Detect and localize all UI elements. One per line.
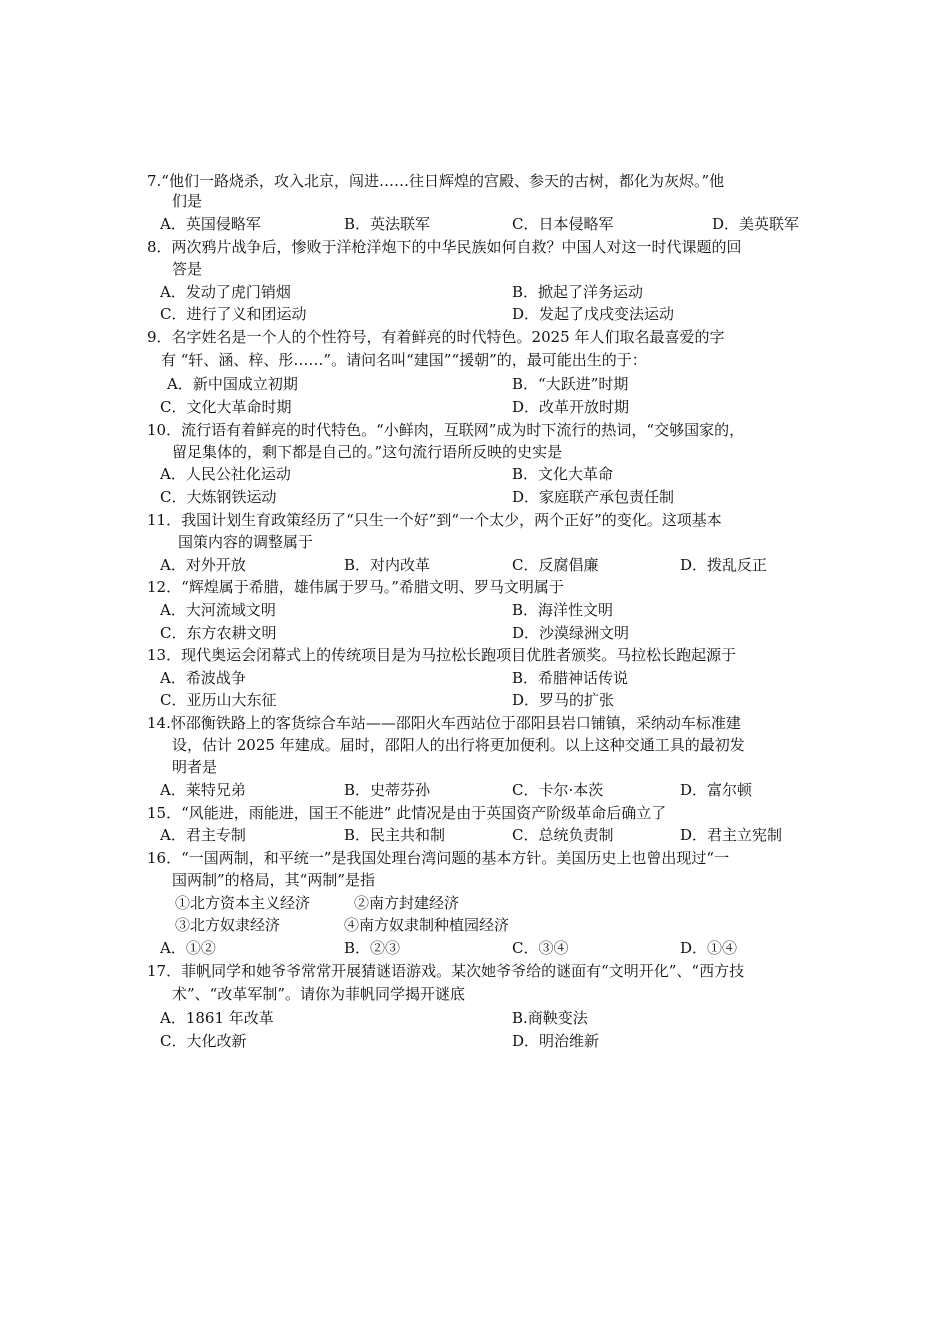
question-13-option-d: D．罗马的扩张: [512, 691, 615, 709]
question-15-option-a: A．君主专制: [160, 826, 246, 844]
question-13-option-c: C．亚历山大东征: [160, 691, 277, 709]
question-16-option-a: A．①②: [160, 939, 216, 957]
question-10-stem-cont: 留足集体的，剩下都是自己的。”这句流行语所反映的史实是: [172, 443, 563, 461]
question-11-option-b: B．对内改革: [344, 556, 431, 574]
question-17-stem-cont: 术”、“改革军制”。请你为菲帆同学揭开谜底: [172, 985, 466, 1003]
question-7-option-a: A．英国侵略军: [160, 215, 261, 233]
question-17-option-a: A．1861 年改革: [160, 1009, 274, 1027]
question-8-option-b: B．掀起了洋务运动: [512, 283, 644, 301]
question-11-option-a: A．对外开放: [160, 556, 246, 574]
question-16-stem: 16．“一国两制，和平统一”是我国处理台湾问题的基本方针。美国历史上也曾出现过“一: [147, 849, 730, 867]
question-14-option-c: C．卡尔·本茨: [512, 781, 604, 799]
question-12-option-c: C．东方农耕文明: [160, 624, 277, 642]
question-12-option-b: B．海洋性文明: [512, 601, 614, 619]
question-11-option-d: D．拨乱反正: [680, 556, 768, 574]
question-10-option-b: B．文化大革命: [512, 465, 614, 483]
question-15-stem: 15．“风能进，雨能进，国王不能进” 此情况是由于英国资产阶级革命后确立了: [147, 804, 667, 822]
question-16-stem-cont: 国两制”的格局，其“两制”是指: [172, 871, 376, 889]
question-17-option-b: B.商鞅变法: [512, 1009, 588, 1027]
question-9-stem-cont: 有 “轩、涵、梓、彤……”。请问名叫“建国”“援朝”的，最可能出生的于：: [161, 351, 647, 369]
question-7-option-d: D．美英联军: [712, 215, 800, 233]
question-11-option-c: C．反腐倡廉: [512, 556, 599, 574]
question-16-option-c: C．③④: [512, 939, 569, 957]
question-8-stem: 8．两次鸦片战争后，惨败于洋枪洋炮下的中华民族如何自救？中国人对这一时代课题的回: [147, 238, 742, 256]
question-17-stem: 17．菲帆同学和她爷爷常常开展猜谜语游戏。某次她爷爷给的谜面有“文明开化”、“西方技: [147, 962, 745, 980]
question-12-option-a: A．大河流域文明: [160, 601, 276, 619]
question-8-stem-cont: 答是: [172, 260, 203, 278]
question-9-option-d: D．改革开放时期: [512, 398, 630, 416]
question-13-option-b: B．希腊神话传说: [512, 669, 629, 687]
question-9-option-a: A．新中国成立初期: [167, 375, 298, 393]
question-16-item-1: ①北方资本主义经济: [175, 894, 311, 912]
question-16-option-d: D．①④: [680, 939, 738, 957]
question-17-option-c: C．大化改新: [160, 1032, 247, 1050]
question-7-option-b: B．英法联军: [344, 215, 431, 233]
question-15-option-b: B．民主共和制: [344, 826, 446, 844]
question-14-option-d: D．富尔顿: [680, 781, 753, 799]
question-9-option-c: C．文化大革命时期: [160, 398, 292, 416]
question-16-option-b: B．②③: [344, 939, 401, 957]
question-10-option-d: D．家庭联产承包责任制: [512, 488, 675, 506]
question-12-stem: 12．“辉煌属于希腊，雄伟属于罗马。”希腊文明、罗马文明属于: [147, 578, 564, 596]
question-8-option-d: D．发起了戊戌变法运动: [512, 305, 675, 323]
question-14-stem-cont2: 明者是: [172, 758, 218, 776]
question-7-stem: 7.“他们一路烧杀，攻入北京，闯进……往日辉煌的宫殿、参天的古树，都化为灰烬。”他: [147, 172, 725, 190]
question-7-option-c: C．日本侵略军: [512, 215, 614, 233]
question-14-stem-cont: 设，估计 2025 年建成。届时，邵阳人的出行将更加便利。以上这种交通工具的最初发: [172, 736, 745, 754]
question-11-stem-cont: 国策内容的调整属于: [178, 533, 314, 551]
question-15-option-d: D．君主立宪制: [680, 826, 783, 844]
question-10-option-c: C．大炼钢铁运动: [160, 488, 277, 506]
question-8-option-a: A．发动了虎门销烟: [160, 283, 291, 301]
question-7-stem-cont: 们是: [172, 192, 203, 210]
question-14-stem: 14.怀邵衡铁路上的客货综合车站——邵阳火车西站位于邵阳县岩口铺镇，采纳动车标准建: [147, 714, 741, 732]
question-17-option-d: D．明治维新: [512, 1032, 600, 1050]
question-13-option-a: A．希波战争: [160, 669, 246, 687]
question-16-item-2: ②南方封建经济: [354, 894, 460, 912]
question-13-stem: 13．现代奥运会闭幕式上的传统项目是为马拉松长跑项目优胜者颁奖。马拉松长跑起源于: [147, 646, 737, 664]
question-16-item-3: ③北方奴隶经济: [175, 916, 281, 934]
question-8-option-c: C．进行了义和团运动: [160, 305, 307, 323]
question-14-option-a: A．莱特兄弟: [160, 781, 246, 799]
question-9-option-b: B．“大跃进”时期: [512, 375, 629, 393]
question-11-stem: 11．我国计划生育政策经历了“只生一个好”到“一个太少，两个正好”的变化。这项基本: [147, 511, 722, 529]
question-10-option-a: A．人民公社化运动: [160, 465, 291, 483]
question-14-option-b: B．史蒂芬孙: [344, 781, 431, 799]
question-10-stem: 10．流行语有着鲜亮的时代特色。“小鲜肉，互联网”成为时下流行的热词，“交够国家的，: [147, 421, 745, 439]
question-9-stem: 9．名字姓名是一个人的个性符号，有着鲜亮的时代特色。2025 年人们取名最喜爱的字: [147, 328, 725, 346]
question-16-item-4: ④南方奴隶制种植园经济: [344, 916, 510, 934]
question-15-option-c: C．总统负责制: [512, 826, 614, 844]
question-12-option-d: D．沙漠绿洲文明: [512, 624, 630, 642]
